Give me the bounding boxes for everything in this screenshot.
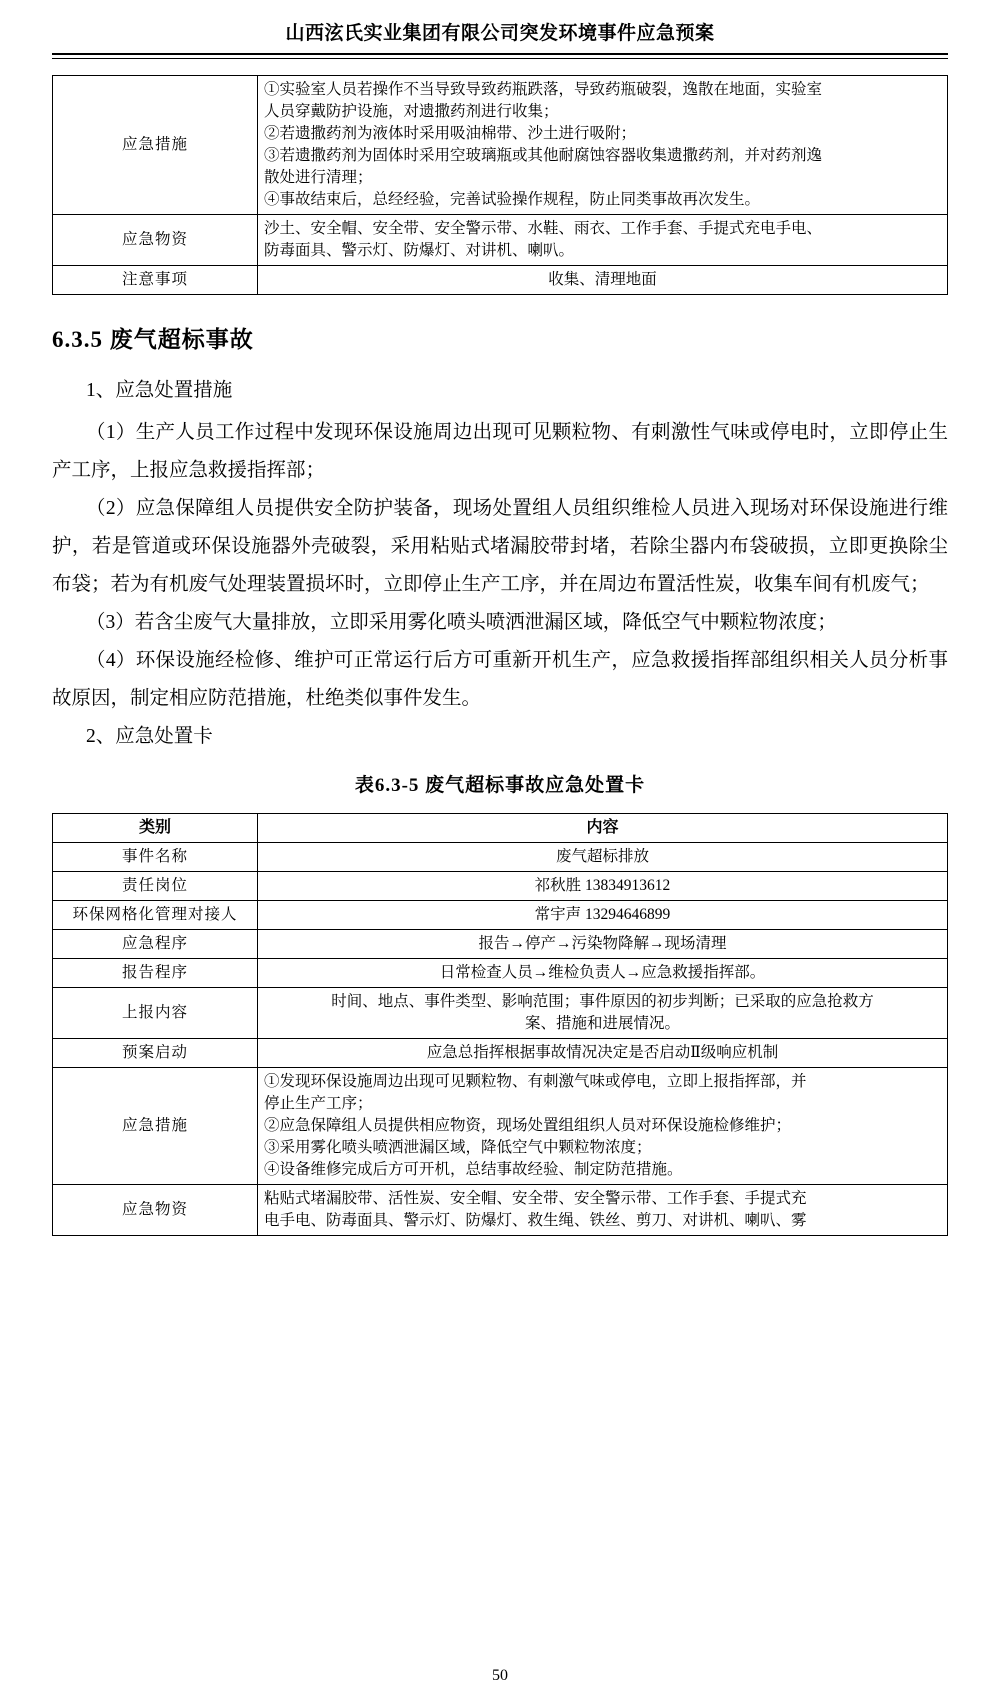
row-content: 祁秋胜 13834913612 — [258, 872, 948, 901]
row-content: 日常检查人员→维检负责人→应急救援指挥部。 — [258, 959, 948, 988]
row-category: 环保网格化管理对接人 — [53, 901, 258, 930]
table-row — [53, 214, 948, 265]
row-content: 收集、清理地面 — [258, 265, 948, 294]
table-row — [53, 1185, 948, 1236]
header-divider-thin — [52, 58, 948, 59]
content-line: 散处进行清理； — [264, 168, 373, 186]
table-row — [53, 1068, 948, 1185]
table-row — [53, 265, 948, 294]
header-divider-thick — [52, 53, 948, 55]
content-line: ③采用雾化喷头喷洒泄漏区域，降低空气中颗粒物浓度； — [264, 1139, 652, 1157]
table-row — [53, 872, 948, 901]
row-content: 报告→停产→污染物降解→现场清理 — [258, 930, 948, 959]
row-category: 报告程序 — [53, 959, 258, 988]
row-category: 应急措施 — [53, 1068, 258, 1185]
row-category: 应急措施 — [53, 75, 258, 214]
content-line: ①实验室人员若操作不当导致导致药瓶跌落，导致药瓶破裂，逸散在地面，实验室 — [264, 80, 823, 98]
row-category: 预案启动 — [53, 1039, 258, 1068]
emergency-card-table — [52, 813, 948, 1237]
column-header-content: 内容 — [258, 813, 948, 843]
column-header-category: 类别 — [53, 813, 258, 843]
table-row — [53, 1039, 948, 1068]
table-row — [53, 901, 948, 930]
row-category: 应急程序 — [53, 930, 258, 959]
row-category: 责任岗位 — [53, 872, 258, 901]
content-line: 案、措施和进展情况。 — [524, 1015, 680, 1033]
row-content: 常宇声 13294646899 — [258, 901, 948, 930]
table-row — [53, 959, 948, 988]
content-line: 防毒面具、警示灯、防爆灯、对讲机、喇叭。 — [264, 241, 575, 259]
header-title: 山西泫氏实业集团有限公司突发环境事件应急预案 — [285, 23, 715, 44]
content-line: ②若遗撒药剂为液体时采用吸油棉带、沙土进行吸附； — [264, 124, 637, 142]
content-line: 沙土、安全帽、安全带、安全警示带、水鞋、雨衣、工作手套、手提式充电手电、 — [264, 219, 823, 237]
row-content — [258, 1185, 948, 1236]
table-row — [53, 843, 948, 872]
section-title: 6.3.5 废气超标事故 — [52, 326, 254, 352]
row-content — [258, 1068, 948, 1185]
row-category: 上报内容 — [53, 988, 258, 1039]
content-line: ③若遗撒药剂为固体时采用空玻璃瓶或其他耐腐蚀容器收集遗撒药剂，并对药剂逸 — [264, 146, 823, 164]
table-header-row — [53, 813, 948, 843]
row-category: 应急物资 — [53, 1185, 258, 1236]
row-content: 应急总指挥根据事故情况决定是否启动Ⅱ级响应机制 — [258, 1039, 948, 1068]
paragraph-3: （3）若含尘废气大量排放，立即采用雾化喷头喷洒泄漏区域，降低空气中颗粒物浓度； — [86, 611, 837, 633]
row-category: 应急物资 — [53, 214, 258, 265]
content-line: 停止生产工序； — [264, 1095, 373, 1113]
table-row — [53, 988, 948, 1039]
row-content: 废气超标排放 — [258, 843, 948, 872]
table-row — [53, 930, 948, 959]
content-line: 时间、地点、事件类型、影响范围；事件原因的初步判断；已采取的应急抢救方 — [331, 993, 874, 1011]
page-number: 50 — [492, 1667, 508, 1684]
subsection-2-title: 2、应急处置卡 — [86, 725, 213, 747]
content-line: ④事故结束后，总经经验，完善试验操作规程，防止同类事故再次发生。 — [264, 190, 761, 208]
row-category: 事件名称 — [53, 843, 258, 872]
content-line: 粘贴式堵漏胶带、活性炭、安全帽、安全带、安全警示带、工作手套、手提式充 — [264, 1190, 807, 1208]
subsection-1-title: 1、应急处置措施 — [86, 379, 233, 401]
table-row — [53, 75, 948, 214]
row-content — [258, 988, 948, 1039]
row-content — [258, 214, 948, 265]
emergency-measures-table — [52, 75, 948, 295]
content-line: 电手电、防毒面具、警示灯、防爆灯、救生绳、铁丝、剪刀、对讲机、喇叭、雾 — [264, 1212, 807, 1230]
content-line: ①发现环保设施周边出现可见颗粒物、有刺激气味或停电，立即上报指挥部，并 — [264, 1073, 807, 1091]
paragraph-1: （1）生产人员工作过程中发现环保设施周边出现可见颗粒物、有刺激性气味或停电时，立即停止生产工序，上报应急救援指挥部； — [52, 421, 948, 481]
content-line: 人员穿戴防护设施，对遗撒药剂进行收集； — [264, 102, 559, 120]
paragraph-2: （2）应急保障组人员提供安全防护装备，现场处置组人员组织维检人员进入现场对环保设施进行维护，若是管道或环保设施器外壳破裂，采用粘贴式堵漏胶带封堵，若除尘器内布袋破损，立即更换除尘布袋；若为有机废气处理装置损坏时，立即停止生产工序，并在周边布置活性炭，收集车间有机废气； — [52, 497, 948, 595]
content-line: ②应急保障组人员提供相应物资，现场处置组组织人员对环保设施检修维护； — [264, 1117, 792, 1135]
row-content — [258, 75, 948, 214]
paragraph-4: （4）环保设施经检修、维护可正常运行后方可重新开机生产，应急救援指挥部组织相关人员分析事故原因，制定相应防范措施，杜绝类似事件发生。 — [52, 649, 948, 709]
content-line: ④设备维修完成后方可开机，总结事故经验、制定防范措施。 — [264, 1161, 683, 1179]
document-header — [52, 18, 948, 59]
table-caption: 表6.3-5 废气超标事故应急处置卡 — [354, 774, 646, 796]
row-category: 注意事项 — [53, 265, 258, 294]
